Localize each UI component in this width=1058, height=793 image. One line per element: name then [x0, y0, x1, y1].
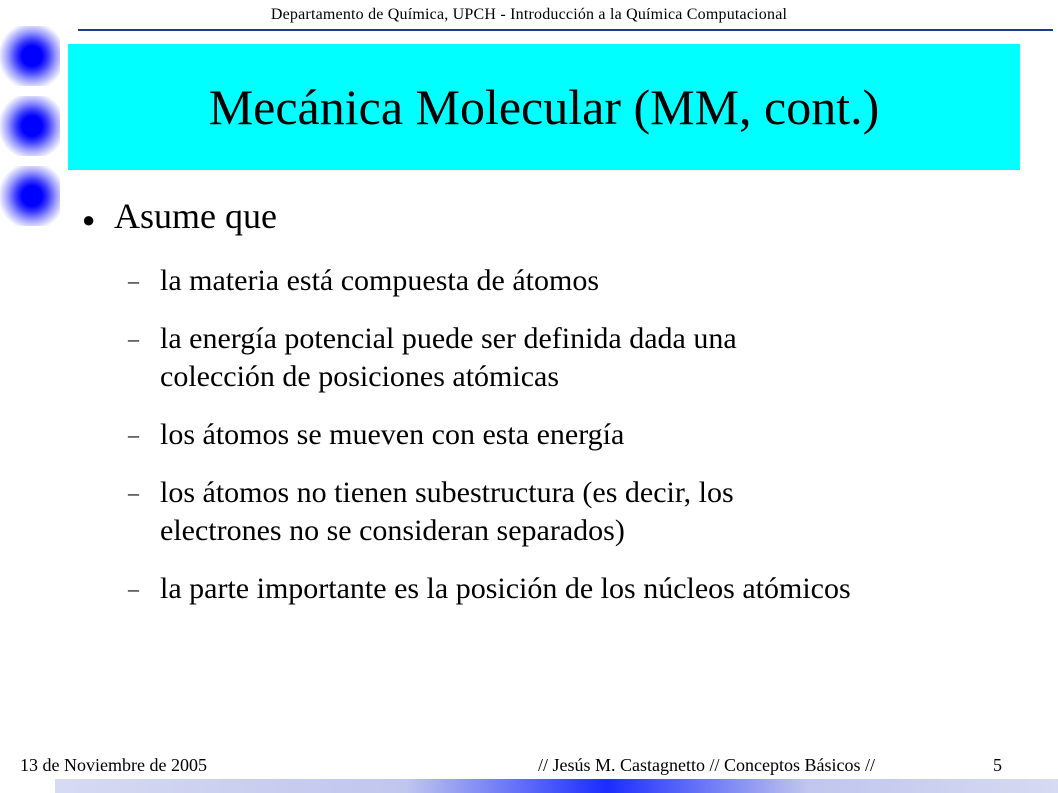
bullet-dot-icon: ●: [82, 206, 96, 232]
blue-dot-icon: [0, 96, 60, 156]
list-item: [128, 474, 1048, 550]
list-item: [128, 570, 1048, 608]
main-bullet: [82, 194, 277, 242]
dash-icon: –: [128, 422, 139, 447]
dash-icon: –: [128, 326, 139, 351]
list-item: [128, 262, 1048, 300]
list-item: [128, 416, 1048, 454]
blue-dot-icon: [0, 26, 60, 86]
dash-icon: –: [128, 480, 139, 505]
list-item-line: colección de posiciones atómicas: [160, 360, 560, 393]
dash-icon: –: [128, 268, 139, 293]
header-text: Departamento de Química, UPCH - Introducción a la Química Computacional: [270, 6, 788, 23]
dash-icon: –: [128, 576, 139, 601]
list-item-line: los átomos no tienen subestructura (es decir, los: [160, 476, 734, 509]
list-item-line: electrones no se consideran separados): [160, 514, 625, 547]
list-item-line: la energía potencial puede ser definida dada una: [160, 322, 737, 355]
footer-date: 13 de Noviembre de 2005: [20, 755, 207, 775]
main-bullet-text: Asume que: [114, 196, 277, 236]
list-item-line: la parte importante es la posición de los núcleos atómicos: [160, 572, 851, 605]
list-item-line: la materia está compuesta de átomos: [160, 264, 599, 297]
footer-author: // Jesús M. Castagnetto // Conceptos Básicos //: [538, 755, 875, 775]
page-number: 5: [993, 755, 1002, 775]
blue-dot-icon: [0, 166, 60, 226]
footer-band: [55, 779, 1058, 793]
slide-title: Mecánica Molecular (MM, cont.): [208, 79, 880, 135]
sub-list: [128, 262, 1048, 628]
list-item-line: los átomos se mueven con esta energía: [160, 418, 625, 451]
header-rule: [78, 29, 1053, 31]
list-item: [128, 320, 1048, 396]
